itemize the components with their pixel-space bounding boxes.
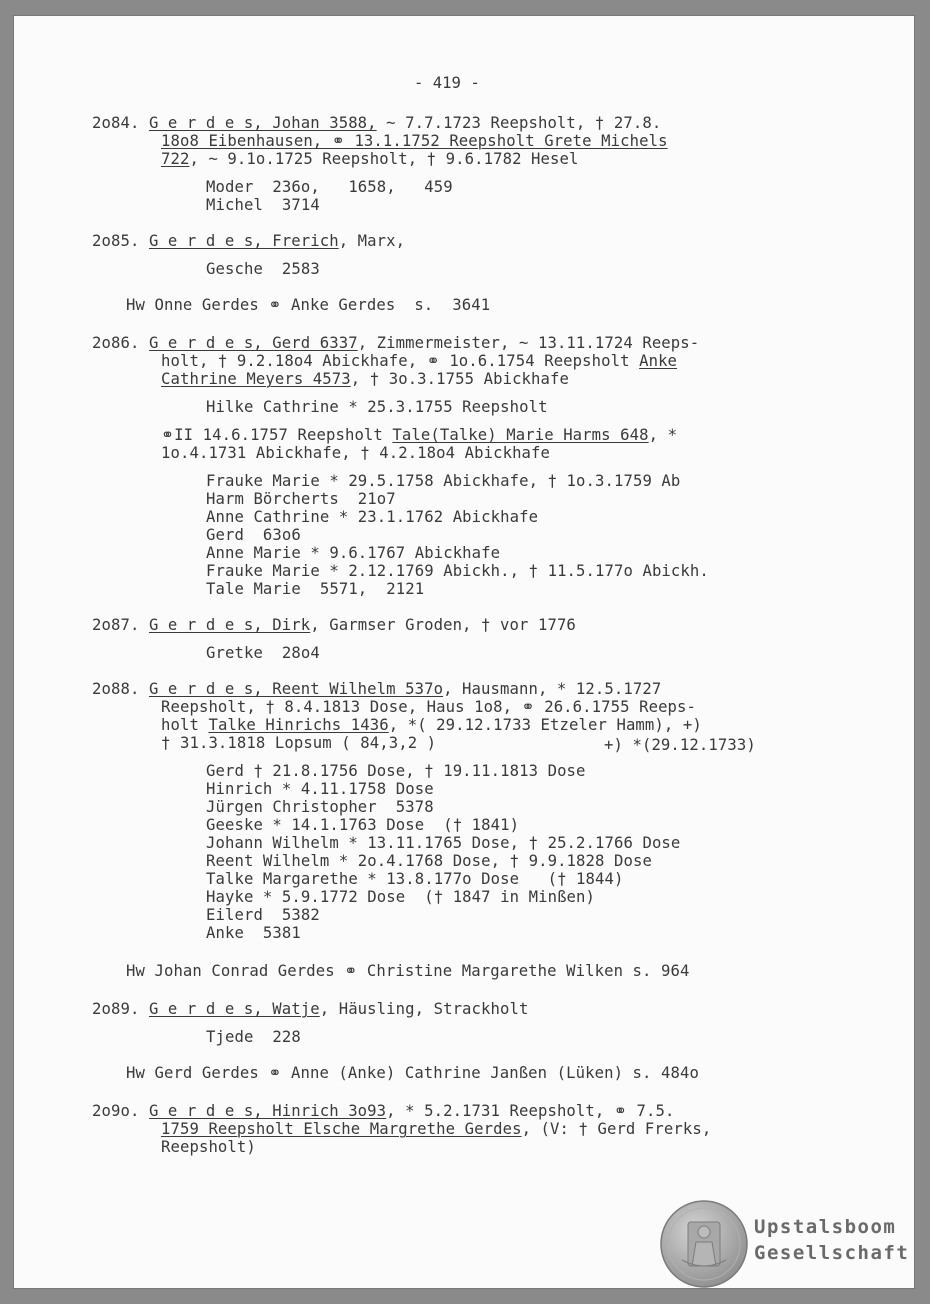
entry-text: , Hausmann, * 12.5.1727	[443, 680, 662, 698]
child-line: Talke Margarethe * 13.8.177o Dose († 1844)	[206, 870, 624, 888]
child-line: Frauke Marie * 29.5.1758 Abickhafe, † 1o.3.1759 Ab	[206, 472, 681, 490]
entry-2086-line-1	[92, 334, 699, 352]
entry-number: 2o88.	[92, 680, 149, 698]
entry-name: G e r d e s, Gerd 6337	[148, 334, 358, 352]
entry-2084-line-2: 18o8 Eibenhausen, ⚭ 13.1.1752 Reepsholt Grete Michels	[161, 132, 668, 150]
entry-2086-line-2	[161, 352, 677, 370]
entry-text: , *	[648, 426, 678, 444]
entry-text: , Garmser Groden, † vor 1776	[310, 616, 576, 634]
entry-number: 2o9o.	[92, 1102, 149, 1120]
child-line: Tjede 228	[206, 1028, 301, 1046]
entry-text: , *( 29.12.1733 Etzeler Hamm), +)	[388, 716, 702, 734]
child-line: Jürgen Christopher 5378	[206, 798, 434, 816]
child-line: Johann Wilhelm * 13.11.1765 Dose, † 25.2.1766 Dose	[206, 834, 681, 852]
child-line: Anke 5381	[206, 924, 301, 942]
child-line: Michel 3714	[206, 196, 320, 214]
entry-2088-line-2: Reepsholt, † 8.4.1813 Dose, Haus 1o8, ⚭ 26.6.1755 Reeps-	[161, 698, 697, 716]
entry-2088-footnote: +) *(29.12.1733)	[604, 736, 756, 754]
entry-2090-line-3: Reepsholt)	[161, 1138, 256, 1156]
hw-line: Hw Johan Conrad Gerdes ⚭ Christine Margarethe Wilken s. 964	[126, 962, 690, 980]
child-line: Frauke Marie * 2.12.1769 Abickh., † 11.5.177o Abickh.	[206, 562, 709, 580]
child-line: Moder 236o, 1658, 459	[206, 178, 453, 196]
child-line: Hayke * 5.9.1772 Dose († 1847 in Minßen)	[206, 888, 596, 906]
entry-text: holt, † 9.2.18o4 Abickhafe, ⚭ 1o.6.1754 Reepsholt	[161, 352, 640, 370]
logo-text-line-2: Gesellschaft	[754, 1242, 910, 1264]
entry-2088-line-3	[161, 716, 702, 734]
entry-text: ⚭II 14.6.1757 Reepsholt	[161, 426, 393, 444]
child-line: Anne Marie * 9.6.1767 Abickhafe	[206, 544, 501, 562]
seal-logo-icon	[660, 1200, 748, 1288]
entry-name: G e r d e s, Watje	[148, 1000, 320, 1018]
entry-2084-line-1	[92, 114, 661, 132]
entry-text: , Zimmermeister, ~ 13.11.1724 Reeps-	[357, 334, 700, 352]
entry-2086-line-3	[161, 370, 569, 388]
entry-2086-marriage-2	[161, 426, 677, 444]
logo-text-line-1: Upstalsboom	[754, 1216, 897, 1238]
entry-text: holt	[161, 716, 209, 734]
entry-number: 2o84.	[92, 114, 149, 132]
entry-2086-marriage-2-line-2: 1o.4.1731 Abickhafe, † 4.2.18o4 Abickhafe	[161, 444, 551, 462]
child-line: Eilerd 5382	[206, 906, 320, 924]
entry-text: , (V: † Gerd Frerks,	[521, 1120, 712, 1138]
child-line: Anne Cathrine * 23.1.1762 Abickhafe	[206, 508, 539, 526]
child-line: Tale Marie 5571, 2121	[206, 580, 425, 598]
entry-spouse: 1759 Reepsholt Elsche Margrethe Gerdes	[161, 1120, 522, 1138]
child-line: Hinrich * 4.11.1758 Dose	[206, 780, 434, 798]
page-number: - 419 -	[414, 74, 480, 92]
entry-2084-line-3	[161, 150, 579, 168]
entry-2088-line-1	[92, 680, 661, 698]
entry-2085-line-1	[92, 232, 405, 250]
child-line: Gesche 2583	[206, 260, 320, 278]
child-line: Harm Börcherts 21o7	[206, 490, 396, 508]
entry-name: G e r d e s, Hinrich 3o93	[148, 1102, 387, 1120]
entry-ref: 722	[161, 150, 190, 168]
entry-spouse: Cathrine Meyers 4573	[161, 370, 351, 388]
entry-name: G e r d e s, Johan 3588,	[148, 114, 377, 132]
document-page	[14, 16, 914, 1288]
entry-name: G e r d e s, Frerich	[148, 232, 339, 250]
child-line: Gerd 63o6	[206, 526, 301, 544]
child-line: Geeske * 14.1.1763 Dose († 1841)	[206, 816, 520, 834]
entry-2089-line-1	[92, 1000, 528, 1018]
child-line: Hilke Cathrine * 25.3.1755 Reepsholt	[206, 398, 548, 416]
entry-text: , * 5.2.1731 Reepsholt, ⚭ 7.5.	[386, 1102, 675, 1120]
entry-text: , ~ 9.1o.1725 Reepsholt, † 9.6.1782 Hesel	[189, 150, 579, 168]
hw-line: Hw Onne Gerdes ⚭ Anke Gerdes s. 3641	[126, 296, 491, 314]
entry-spouse: Anke	[639, 352, 678, 370]
entry-number: 2o85.	[92, 232, 149, 250]
hw-line: Hw Gerd Gerdes ⚭ Anne (Anke) Cathrine Janßen (Lüken) s. 484o	[126, 1064, 699, 1082]
entry-spouse: Talke Hinrichs 1436	[208, 716, 389, 734]
entry-number: 2o86.	[92, 334, 149, 352]
entry-number: 2o89.	[92, 1000, 149, 1018]
entry-number: 2o87.	[92, 616, 149, 634]
child-line: Gretke 28o4	[206, 644, 320, 662]
entry-name: G e r d e s, Reent Wilhelm 537o	[148, 680, 444, 698]
child-line: Gerd † 21.8.1756 Dose, † 19.11.1813 Dose	[206, 762, 586, 780]
entry-2087-line-1	[92, 616, 576, 634]
entry-2088-line-4: † 31.3.1818 Lopsum ( 84,3,2 )	[161, 734, 437, 752]
entry-text: ~ 7.7.1723 Reepsholt, † 27.8.	[376, 114, 662, 132]
child-line: Reent Wilhelm * 2o.4.1768 Dose, † 9.9.1828 Dose	[206, 852, 652, 870]
entry-text: , Häusling, Strackholt	[319, 1000, 529, 1018]
entry-name: G e r d e s, Dirk	[148, 616, 311, 634]
entry-2090-line-2	[161, 1120, 711, 1138]
entry-spouse: Tale(Talke) Marie Harms 648	[392, 426, 649, 444]
entry-2090-line-1	[92, 1102, 674, 1120]
entry-text: , Marx,	[338, 232, 406, 250]
entry-text: , † 3o.3.1755 Abickhafe	[350, 370, 569, 388]
